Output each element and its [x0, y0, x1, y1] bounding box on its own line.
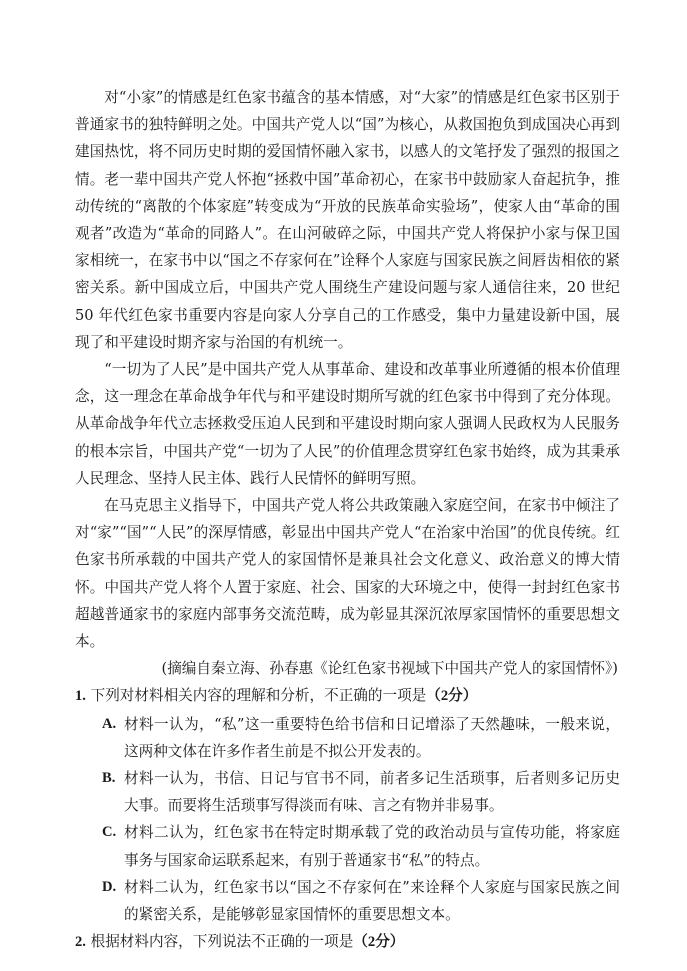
question-2-number: 2. [75, 934, 86, 951]
question-2-text: 根据材料内容，下列说法不正确的一项是 [90, 933, 354, 951]
question-2-stem [75, 928, 620, 956]
option-b-text: 材料一认为，书信、日记与官书不同，前者多记生活琐事，后者则多记历史大事。而要将生活琐事写得淡而有味、言之有物并非易事。 [124, 770, 620, 815]
question-1-number: 1. [75, 688, 86, 705]
option-d-text: 材料二认为，红色家书以“国之不存家何在”来诠释个人家庭与国家民族之间的紧密关系，是能够彰显家国情怀的重要思想文本。 [124, 878, 620, 924]
option-c-text: 材料二认为，红色家书在特定时期承载了党的政治动员与宣传功能，将家庭事务与国家命运联系起来，有别于普通家书“私”的特点。 [124, 824, 620, 869]
question-1-text: 下列对材料相关内容的理解和分析，不正确的一项是 [90, 687, 427, 705]
passage-source-citation: (摘编自秦立海、孙春惠《论红色家书视域下中国共产党人的家国情怀》) [161, 660, 618, 678]
option-d [75, 874, 620, 928]
document-page [75, 84, 620, 957]
question-1-score: （2分） [426, 688, 478, 705]
question-1-stem [75, 682, 620, 710]
option-a-text: 材料一认为，“私”这一重要特色给书信和日记增添了天然趣味，一般来说，这两种文体在许多作者生前是不拟公开发表的。 [124, 715, 620, 760]
option-c [75, 819, 620, 873]
passage-paragraph-3: 在马克思主义指导下，中国共产党人将公共政策融入家庭空间，在家书中倾注了对“家”“国”“人民”的深厚情感，彰显出中国共产党人“在治家中治国”的优良传统。红色家书所承载的中国共产党人的家国情怀是兼具社会文化意义、政治意义的博大情怀。中国共产党人将个人置于家庭、社会、国家的大环境之中，使得一封封红色家书超越普通家书的家庭内部事务交流范畴，成为彰显其深沉浓厚家国情怀的重要思想文本。 [75, 497, 620, 651]
question-2 [75, 928, 620, 956]
passage-paragraph-1: 对“小家”的情感是红色家书蕴含的基本情感，对“大家”的情感是红色家书区别于普通家书的独特鲜明之处。中国共产党人以“国”为核心，从救国抱负到成国决心再到建国热忱，将不同历史时期的爱国情怀融入家书，以感人的文笔抒发了强烈的报国之情。老一辈中国共产党人怀抱“拯救中国”革命初心，在家书中鼓励家人奋起抗争，推动传统的“离散的个体家庭”转变成为“开放的民族革命实验场”，使家人由“革命的围观者”改造为“革命的同路人”。在山河破碎之际，中国共产党人将保护小家与保卫国家相统一，在家书中以“国之不存家何在”诠释个人家庭与国家民族之间唇齿相依的紧密关系。新中国成立后，中国共产党人围绕生产建设问题与家人通信往来，20 世纪 50 年代红色家书重要内容是向家人分享自己的工作感受，集中力量建设新中国，展现了和平建设时期齐家与治国的有机统一。 [75, 89, 620, 351]
question-2-score: （2分） [353, 934, 405, 951]
option-b-letter: B. [102, 770, 116, 787]
question-1 [75, 682, 620, 928]
passage-paragraph-2: “一切为了人民”是中国共产党人从事革命、建设和改革事业所遵循的根本价值理念，这一理念在革命战争年代与和平建设时期所写就的红色家书中得到了充分体现。从革命战争年代立志拯救受压迫人民到和平建设时期向家人强调人民政权为人民服务的根本宗旨，中国共产党“一切为了人民”的价值理念贯穿红色家书始终，成为其秉承人民理念、坚持人民主体、践行人民情怀的鲜明写照。 [75, 361, 620, 487]
option-d-letter: D. [102, 878, 117, 895]
option-b [75, 765, 620, 819]
option-a-letter: A. [102, 715, 117, 732]
option-c-letter: C. [102, 824, 117, 841]
question-1-options [75, 711, 620, 929]
option-a [75, 711, 620, 765]
